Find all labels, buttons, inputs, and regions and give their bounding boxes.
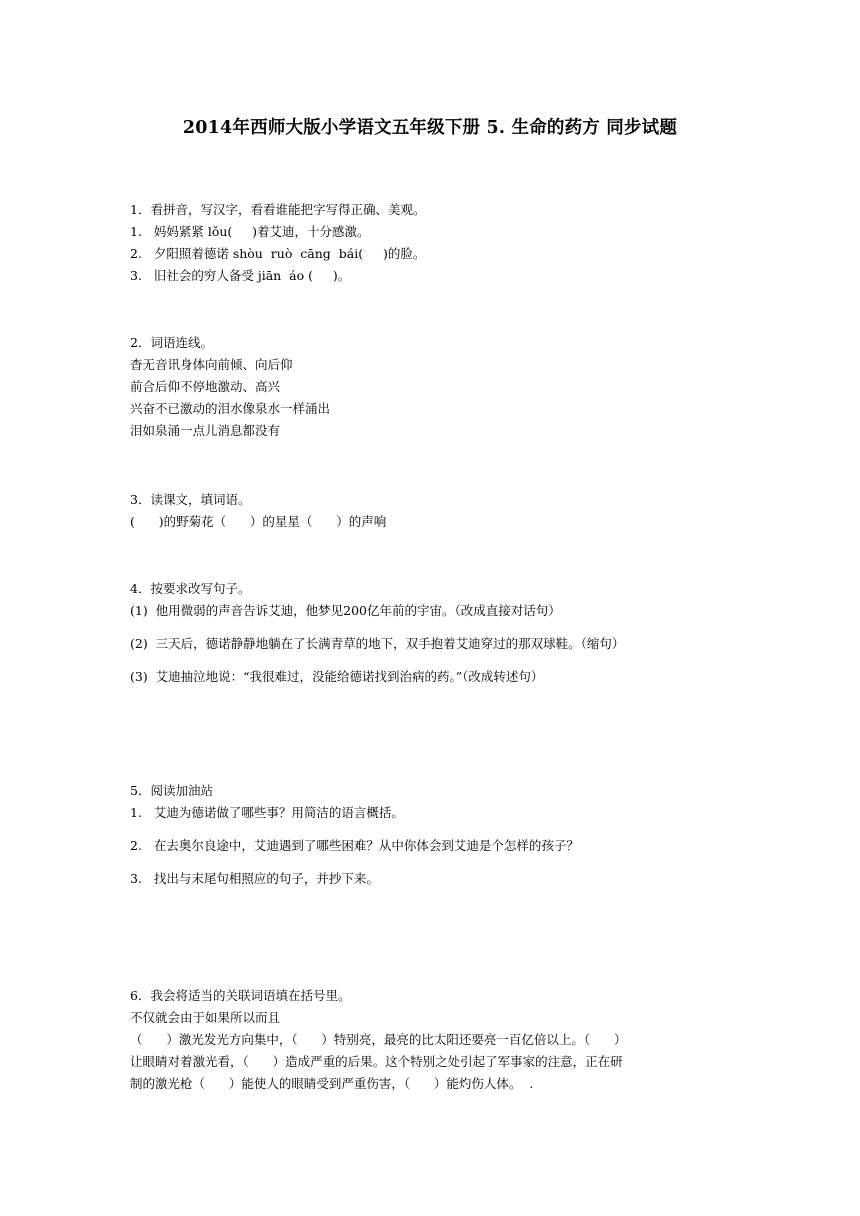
document-title: 2014年西师大版小学语文五年级下册 5. 生命的药方 同步试题 [182, 118, 678, 138]
question-3 [130, 489, 740, 533]
question-2-heading: 2．词语连线。 [130, 335, 213, 350]
question-2-item: 杳无音讯身体向前倾、向后仰 [130, 357, 293, 372]
question-2-item: 兴奋不已激动的泪水像泉水一样涌出 [130, 401, 331, 416]
question-6-passage-line: 让眼睛对着激光看，（ ）造成严重的后果。这个特别之处引起了军事家的注意，正在研 [130, 1054, 623, 1069]
question-2-item: 泪如泉涌一点儿消息都没有 [130, 423, 281, 438]
question-5 [130, 780, 740, 890]
question-2 [130, 332, 740, 442]
question-4-heading: 4．按要求改写句子。 [130, 581, 251, 596]
question-5-heading: 5．阅读加油站 [130, 783, 213, 798]
question-4-item: (1) 他用微弱的声音告诉艾迪，他梦见200亿年前的宇宙。（改成直接对话句） [130, 603, 561, 618]
question-6-passage-line: （ ）激光发光方向集中，（ ）特别亮，最亮的比太阳还要亮一百亿倍以上。（ ） [130, 1032, 627, 1047]
question-1-item: 1. 妈妈紧紧 lǒu( )着艾迪，十分感激。 [130, 224, 370, 239]
question-3-heading: 3．读课文，填词语。 [130, 492, 251, 507]
question-6-word-bank: 不仅就会由于如果所以而且 [130, 1010, 281, 1025]
question-4-item: (3) 艾迪抽泣地说：“我很难过，没能给德诺找到治病的药。”（改成转述句） [130, 669, 544, 684]
question-1 [130, 199, 740, 287]
question-4-item: (2) 三天后，德诺静静地躺在了长满青草的地下，双手抱着艾迪穿过的那双球鞋。（缩句） [130, 636, 625, 651]
question-5-item: 3. 找出与末尾句相照应的句子，并抄下来。 [130, 871, 379, 886]
question-1-item: 3. 旧社会的穷人备受 jiān áo ( )。 [130, 268, 351, 283]
question-5-item: 2. 在去奥尔良途中，艾迪遇到了哪些困难？从中你体会到艾迪是个怎样的孩子？ [130, 838, 579, 853]
question-4 [130, 578, 740, 688]
question-6-heading: 6．我会将适当的关联词语填在括号里。 [130, 988, 351, 1003]
question-1-heading: 1．看拼音，写汉字，看看谁能把字写得正确、美观。 [130, 202, 426, 217]
question-6-passage-line: 制的激光枪（ ）能使人的眼睛受到严重伤害，（ ）能灼伤人体。 . [130, 1076, 534, 1091]
question-3-line: ( )的野菊花（ ）的星星（ ）的声响 [130, 514, 387, 529]
question-6 [130, 985, 740, 1095]
question-2-item: 前合后仰不停地激动、高兴 [130, 379, 281, 394]
question-1-item: 2. 夕阳照着德诺 shòu ruò cāng bái( )的脸。 [130, 246, 426, 261]
question-5-item: 1. 艾迪为德诺做了哪些事？用简洁的语言概括。 [130, 805, 404, 820]
